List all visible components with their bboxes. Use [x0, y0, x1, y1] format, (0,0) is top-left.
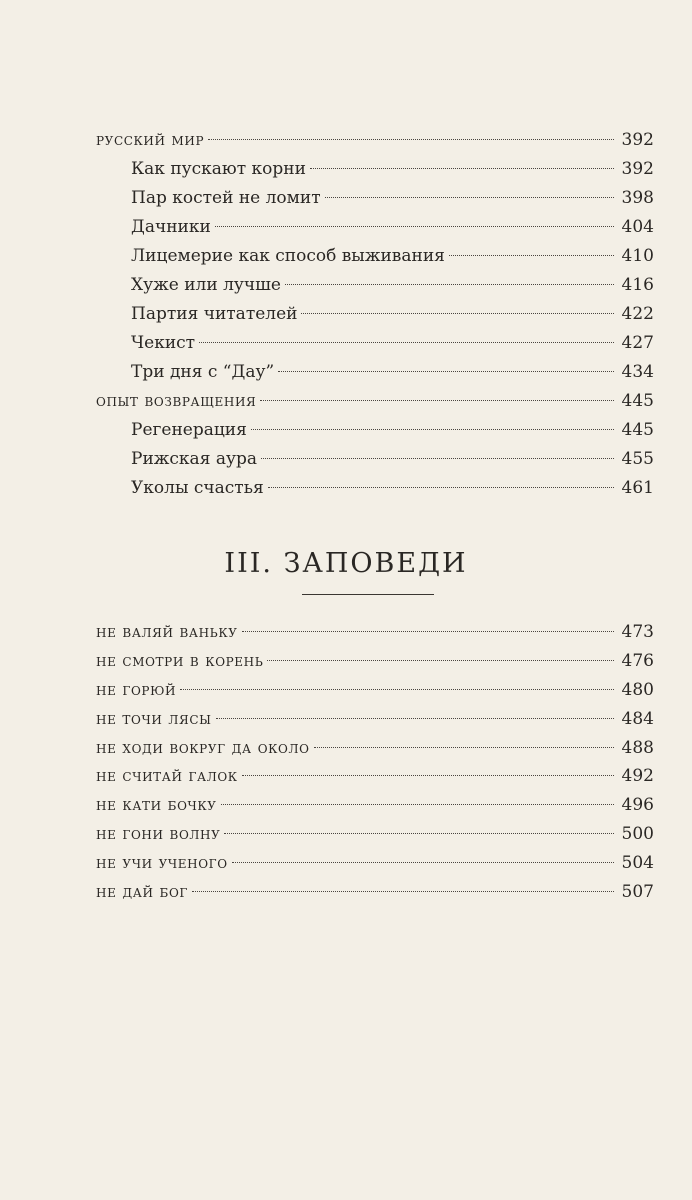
dot-leader [224, 833, 613, 834]
dot-leader [261, 458, 614, 459]
dot-leader [449, 255, 614, 256]
toc-entry-page: 496 [621, 795, 654, 816]
toc-entry-title: не считай галок [96, 766, 238, 787]
dot-leader [285, 284, 614, 285]
dot-leader [192, 891, 614, 892]
toc-entry-page: 427 [621, 333, 654, 353]
dot-leader [325, 197, 614, 198]
toc-entry[interactable] [96, 474, 654, 503]
toc-entry-page: 484 [621, 708, 654, 729]
toc-entry-page: 500 [621, 824, 654, 845]
toc-entry-page: 416 [621, 275, 654, 295]
dot-leader [268, 487, 614, 488]
toc-entry-title: не гони волну [96, 824, 221, 845]
dot-leader [180, 689, 613, 690]
dot-leader [310, 168, 614, 169]
toc-entry[interactable] [96, 705, 654, 734]
dot-leader [216, 718, 614, 719]
dot-leader [314, 747, 614, 748]
toc-entry[interactable] [96, 618, 654, 647]
toc-entry[interactable] [96, 762, 654, 791]
dot-leader [301, 313, 613, 314]
toc-entry[interactable] [96, 878, 654, 907]
toc-entry[interactable] [96, 271, 654, 300]
toc-entry-page: 398 [621, 188, 654, 208]
toc-entry-title: не смотри в корень [96, 650, 264, 671]
dot-leader [251, 429, 614, 430]
toc-entry-page: 480 [621, 679, 654, 700]
toc-entry-page: 404 [621, 217, 654, 237]
dot-leader [260, 400, 613, 401]
section-title: III. ЗАПОВЕДИ [224, 548, 468, 579]
toc-entry-page: 434 [621, 362, 654, 382]
toc-entry[interactable] [96, 734, 654, 763]
toc-entry-page: 445 [621, 420, 654, 440]
toc-entry-page: 507 [621, 882, 654, 903]
toc-entry[interactable] [96, 849, 654, 878]
toc-entry[interactable] [96, 184, 654, 213]
toc-entry-page: 410 [621, 246, 654, 266]
toc-entry-title: Уколы счастья [131, 478, 264, 498]
toc-entry[interactable] [96, 676, 654, 705]
toc-entry[interactable] [96, 329, 654, 358]
toc-entry-page: 504 [621, 853, 654, 874]
toc-entry-title: Три дня с “Дау” [131, 362, 275, 382]
toc-entry[interactable] [96, 445, 654, 474]
toc-entry-page: 392 [621, 159, 654, 179]
toc-entry[interactable] [96, 416, 654, 445]
toc-entry-title: Хуже или лучше [131, 275, 281, 295]
toc-entry[interactable] [96, 791, 654, 820]
toc-entry-title: не горюй [96, 679, 177, 700]
toc-entry-page: 492 [621, 766, 654, 787]
toc-entry-title: Лицемерие как способ выживания [131, 246, 445, 266]
dot-leader [242, 631, 614, 632]
toc-entry-title: Пар костей не ломит [131, 188, 321, 208]
toc-entry-title: не валяй ваньку [96, 622, 238, 642]
toc-entry-title: опыт возвращения [96, 391, 257, 411]
toc-entry-title: Чекист [131, 333, 196, 353]
toc-entry-page: 422 [621, 304, 654, 324]
toc-entry[interactable] [96, 358, 654, 387]
toc-entry-title: Как пускают корни [131, 159, 306, 179]
dot-leader [221, 804, 614, 805]
toc-entry-title: Регенерация [131, 420, 247, 440]
toc-list-part-2 [96, 126, 654, 503]
dot-leader [242, 775, 614, 776]
toc-entry[interactable] [96, 820, 654, 849]
dot-leader [267, 660, 613, 661]
toc-entry[interactable] [96, 242, 654, 271]
toc-entry[interactable] [96, 300, 654, 329]
toc-entry-title: не точи лясы [96, 708, 212, 729]
toc-entry[interactable] [96, 387, 654, 416]
dot-leader [208, 139, 613, 140]
toc-entry-page: 455 [621, 449, 654, 469]
dot-leader [232, 862, 614, 863]
toc-entry-title: Дачники [131, 217, 211, 237]
dot-leader [199, 342, 613, 343]
toc-entry-page: 445 [621, 391, 654, 411]
toc-entry[interactable] [96, 213, 654, 242]
toc-entry-title: не дай бог [96, 882, 188, 903]
toc-entry[interactable] [96, 647, 654, 676]
dot-leader [215, 226, 614, 227]
toc-entry-title: не кати бочку [96, 795, 217, 816]
toc-entry-title: не ходи вокруг да около [96, 737, 310, 758]
toc-entry-page: 473 [621, 622, 654, 642]
toc-entry-title: Рижская аура [131, 449, 257, 469]
dot-leader [278, 371, 613, 372]
toc-entry-title: не учи ученого [96, 853, 228, 874]
toc-entry-page: 476 [621, 650, 654, 671]
toc-list-part-3 [96, 618, 654, 907]
section-divider [302, 594, 434, 595]
toc-entry-page: 488 [621, 737, 654, 758]
toc-entry-title: русский мир [96, 130, 205, 150]
toc-entry[interactable] [96, 155, 654, 184]
toc-entry-title: Партия читателей [131, 304, 298, 324]
toc-entry-page: 461 [621, 478, 654, 498]
toc-entry-page: 392 [621, 130, 654, 150]
toc-entry[interactable] [96, 126, 654, 155]
